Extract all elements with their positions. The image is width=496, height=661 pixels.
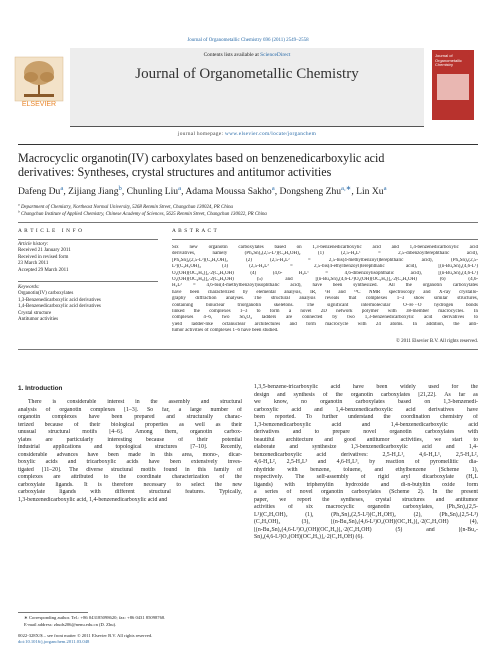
body-line: elaborate and synthesize 1,3-benzenedicarboxylic acid and 1,4- — [254, 444, 478, 450]
introduction-right-column — [254, 384, 478, 542]
body-line: carboxylate ligands with different structural features. Typically, — [18, 489, 242, 495]
abstract-line: derivatives, namely (Ph₃Sn)₂(2,5-L¹)(C₂H₅OH)₂ (1) (2,5-H₂L¹ = 2,5-dibenzoylterephthalic acid), — [172, 251, 478, 257]
body-line: benzenedicarboxylic acid derivatives: 2,5-H₂L¹, 4,6-H₂L¹, 2,5-H₂L², — [254, 451, 478, 458]
author-affiliation-mark: a — [271, 184, 275, 192]
page-footer: 0022-328X/$ – see front matter © 2011 Elsevier B.V. All rights reserved. doi:10.1016/j.jorganchem.2011.03.048 — [18, 633, 318, 646]
sciencedirect-link[interactable]: ScienceDirect — [260, 52, 291, 58]
body-line: ylates are particularly interesting because of their potential — [18, 436, 242, 443]
author-affiliation-mark: a,∗ — [341, 184, 352, 192]
affiliations — [18, 204, 478, 219]
section-heading: 1. Introduction — [18, 385, 63, 392]
keywords: Keywords: Organotin(IV) carboxylates 1,3-Benzenedicarboxylic acid derivatives 1,4-Benzenedicarboxylic acid derivatives Crystal structure Antitumor activities — [18, 285, 101, 323]
cover-graphic — [437, 74, 469, 100]
body-line: derivatives and to prepare novel organotin carboxylates with — [254, 429, 478, 435]
author-name[interactable]: Lin Xu — [356, 186, 384, 197]
body-line: There is considerable interest in the assembly and structural — [28, 399, 242, 405]
body-line: considerable advances have been made in this area, mono-, dicar- — [18, 451, 242, 458]
abstract-heading: A B S T R A C T — [172, 228, 218, 234]
homepage-line: journal homepage: www.elsevier.com/locate/jorganchem — [177, 131, 317, 137]
author-name[interactable]: Chunling Liu — [126, 186, 179, 197]
body-line: boxylic acids and tricarboxylic acids have been extensively inves- — [18, 459, 242, 465]
body-line: L¹)(C₂H₅OH)₂ (1), (Ph₃Sn)₂(2,5-L²)(C₂H₅OH)₂ (2), (Ph₃Sn)₂(2,5-L³) — [254, 511, 478, 518]
abstract-line: containing binuclear triorganotin skeletons. The significant intermolecular O–H···O hydrogen bonds — [172, 302, 478, 308]
author-list: Dafeng Du$^a$, Zijiang Jiang$^b$, Chunling Liu$^a$, Adama Moussa Sakho$^a$, Dongsheng Zhu$^{a,∗}$, Lin Xu$^a$ — [18, 184, 387, 197]
body-line: ligands) with triphenyltin hydroxide and di-n-butyltin oxide form — [254, 481, 478, 488]
body-line: design and synthesis of the organotin carboxylates [21,22]. As far as — [254, 391, 478, 398]
abstract-line: [Ph₂Sn]₂(2,5-L²)(C₂H₅OH)₂ (2) (2,5-H₂L² = 2,5-bis(4-methylbenzoyl)terephthalic acid), (Ph₃Sn)₂(2,5- — [172, 257, 478, 263]
author-affiliation-mark: b — [118, 184, 122, 192]
abstract-line: tumor activities of complexes 1–6 have been studied. — [172, 328, 279, 334]
body-line: organotin complexes have been prepared and structurally charac- — [18, 414, 242, 420]
body-line: beautiful architecture and good antitumor activities, we start to — [254, 436, 478, 443]
elsevier-wordmark: ELSEVIER — [21, 101, 57, 108]
body-line: complexes are attributed to the coordinate characterization of the — [18, 474, 242, 480]
masthead-banner — [70, 48, 424, 127]
author-affiliation-mark: a — [178, 184, 182, 192]
body-line: Sn)₄(4,6-L²)O₂(OH)(OC₂H₅)]₂·2(C₂H₅OH) (6). — [254, 534, 364, 540]
author-name[interactable]: Zijiang Jiang — [68, 186, 119, 197]
header-rule — [18, 144, 478, 145]
body-line: paper, we report the syntheses, crystal structures and antitumor — [254, 496, 478, 503]
body-line: activities of six macrocyclic organotin carboxylates, (Ph₃Sn)₂(2,5- — [254, 504, 478, 510]
masthead-rule — [70, 126, 424, 127]
author-affiliation-mark: a — [383, 184, 387, 192]
abstract-line: O₂(OH)(OC₄H₉)]₂·2(C₄H₉OH) (5) and [(n-Bu₂Sn)₄(4,6-L²)O₂(OH)(OC₂H₅)]₂·2(C₂H₅OH) (6) (4,6- — [172, 277, 478, 283]
body-line: 4,6-H₂L², 2,5-H₂L³ and 4,6-H₂L³, by reaction of pyromellitic dia- — [254, 459, 478, 465]
info-rule-1 — [18, 239, 158, 240]
footnote-rule — [18, 612, 88, 613]
homepage-link[interactable]: www.elsevier.com/locate/jorganchem — [224, 131, 317, 137]
abstract-line: H₂L² = 4,6-bis(4-methylbenzoyl)isophthalic acid), have been synthesized. All the organotin carboxylates — [172, 283, 478, 289]
abstract-line: complexes 4–6, two Sn₄O₄ ladders are connected by two 1,3-benzenedicarboxylic acid derivatives to — [172, 315, 478, 321]
abstract-rule — [172, 239, 478, 240]
journal-title: Journal of Organometallic Chemistry — [135, 66, 359, 82]
body-line: carboxylate ligands. It is therefore necessary to select the new — [18, 481, 242, 488]
body-line: industrial applications and topological structures [7–10]. Recently, — [18, 444, 242, 450]
article-info-heading: A R T I C L E I N F O — [18, 228, 83, 234]
body-line: 1,3-benzenedicarboxylic acid, 1,4-benzenedicarboxylic acid and — [18, 496, 168, 503]
affiliation-b: $^b$ Changchun Institute of Applied Chemistry, Chinese Academy of Sciences, 5625 Renmin Street, Changchun 130022, PR China — [18, 209, 267, 218]
doi-link[interactable]: doi:10.1016/j.jorganchem.2011.03.048 — [18, 639, 90, 645]
affiliation-a: $^a$ Department of Chemistry, Northeast Normal University, 5268 Renmin Street, Changchun 130024, PR China — [18, 202, 233, 210]
journal-reference[interactable]: Journal of Organometallic Chemistry 696 (2011) 2549–2558 — [187, 38, 309, 43]
body-line: analysis of organotin complexes [1–3]. So far, a large number of — [18, 406, 242, 413]
footnote-email[interactable]: E-mail address: zhuds206@nenu.edu.cn (D. Zhu). — [24, 621, 117, 627]
abstract-line: yield ladder-like octanuclear architectures and form macrocycle with 24 atoms. In addition, the anti- — [172, 321, 478, 327]
body-line: nhydride with benzene, toluene, and ethylbenzene (Scheme 1), — [254, 466, 478, 473]
abstract-line: O₂(OH)(OC₂H₅)]₂·2(C₂H₅OH) (4) (4,6- H₂L¹ = 4,6-dibenzoylisophthalic acid), [(n-Bu₂Sn)₄(4,6-L¹) — [172, 270, 478, 276]
body-line: (C₂H₅OH)₂ (3), [(n-Bu₂Sn)₄(4,6-L¹)O₂(OH)(OC₂H₅)]₂·2(C₂H₅OH) (4), — [254, 519, 478, 525]
abstract-line: have been characterized by elemental analysis, IR, ¹H and ¹³C NMR spectroscopy and X-ray crystallo- — [172, 289, 478, 295]
author-name[interactable]: Adama Moussa Sakho — [185, 186, 272, 197]
body-line: we know, no organotin carboxylates based on 1,3-benzenedi- — [254, 399, 478, 405]
footnote: ∗ Corresponding author. Tel.: +86 043185098620; fax: +86 0431 85098768. E-mail address: zhuds206@nenu.edu.cn (D. Zhu). — [24, 615, 244, 628]
body-line: unusual structural motifs [4–6]. Among them, organotin carbox- — [18, 429, 242, 435]
abstract-bottom-rule — [18, 349, 478, 350]
abstract-line: linked the complexes 1–3 to form a novel 2D network polymer with 38-member macrocycles. In — [172, 309, 478, 315]
body-line: [(n-Bu₂Sn)₄(4,6-L¹)O₂(OH)(OC₄H₉)]₂·2(C₄H₉OH) (5) and [(n-Bu₂- — [254, 526, 478, 533]
elsevier-logo — [14, 56, 64, 112]
copyright-notice: © 2011 Elsevier B.V. All rights reserved. — [396, 339, 478, 344]
article-history: Article history: Received 21 January 2011 Received in revised form 23 March 2011 Accepted 29 March 2011 — [18, 242, 71, 273]
info-rule-2 — [18, 281, 158, 282]
body-line: terized because of their biological properties as well as their — [18, 421, 242, 428]
journal-cover — [432, 50, 474, 120]
abstract-line: graphy diffraction analyses. The structural analysis reveals that complexes 1–3 show similar structures, — [172, 296, 478, 302]
author-name[interactable]: Dafeng Du — [18, 186, 61, 197]
body-line: a series of novel organotin carboxylates (Scheme 2). In the present — [254, 489, 478, 495]
author-affiliation-mark: a — [60, 184, 64, 192]
contents-line: Contents lists available at ScienceDirect — [203, 52, 291, 58]
cover-title: Journal of Organometallic Chemistry — [435, 53, 462, 68]
author-name[interactable]: Dongsheng Zhu — [279, 186, 342, 197]
introduction-left-column — [18, 399, 242, 504]
body-line: been reported. To further understand the coordination chemistry of — [254, 414, 478, 420]
article-title: Macrocyclic organotin(IV) carboxylates based on benzenedicarboxylic acid derivatives: Syntheses, crystal structures and antitumor activities — [18, 151, 385, 180]
abstract-line: L²)(C₂H₅OH)₂ (3) (2,5-H₂L³ = 2,5-bis(4-ethylbenzoyl)terephthalic acid), [(n-Bu₂Sn)₄(4,6-L¹) — [172, 264, 478, 270]
abstract-line: Six new organotin carboxylates based on 1,3-benzenedicarboxylic acid and 1,4-benzenedicarboxylic acid — [172, 245, 478, 250]
affiliation-rule — [18, 222, 478, 223]
body-line: 1,3,5-benzene-tricarboxylic acid have been widely used for the — [254, 384, 478, 390]
body-line: tigated [11–20]. The diverse structural motifs found in this family of — [18, 466, 242, 473]
body-line: carboxylic acid and 1,4-benzenedicarboxylic acid derivatives have — [254, 406, 478, 413]
body-line: respectively. The self-assembly of rigid aryl dicarboxylate (H₂L — [254, 474, 478, 480]
abstract-body — [172, 245, 478, 335]
body-line: 1,3-benzenedicarboxylic acid and 1,4-benzenedicarboxylic acid — [254, 421, 478, 428]
